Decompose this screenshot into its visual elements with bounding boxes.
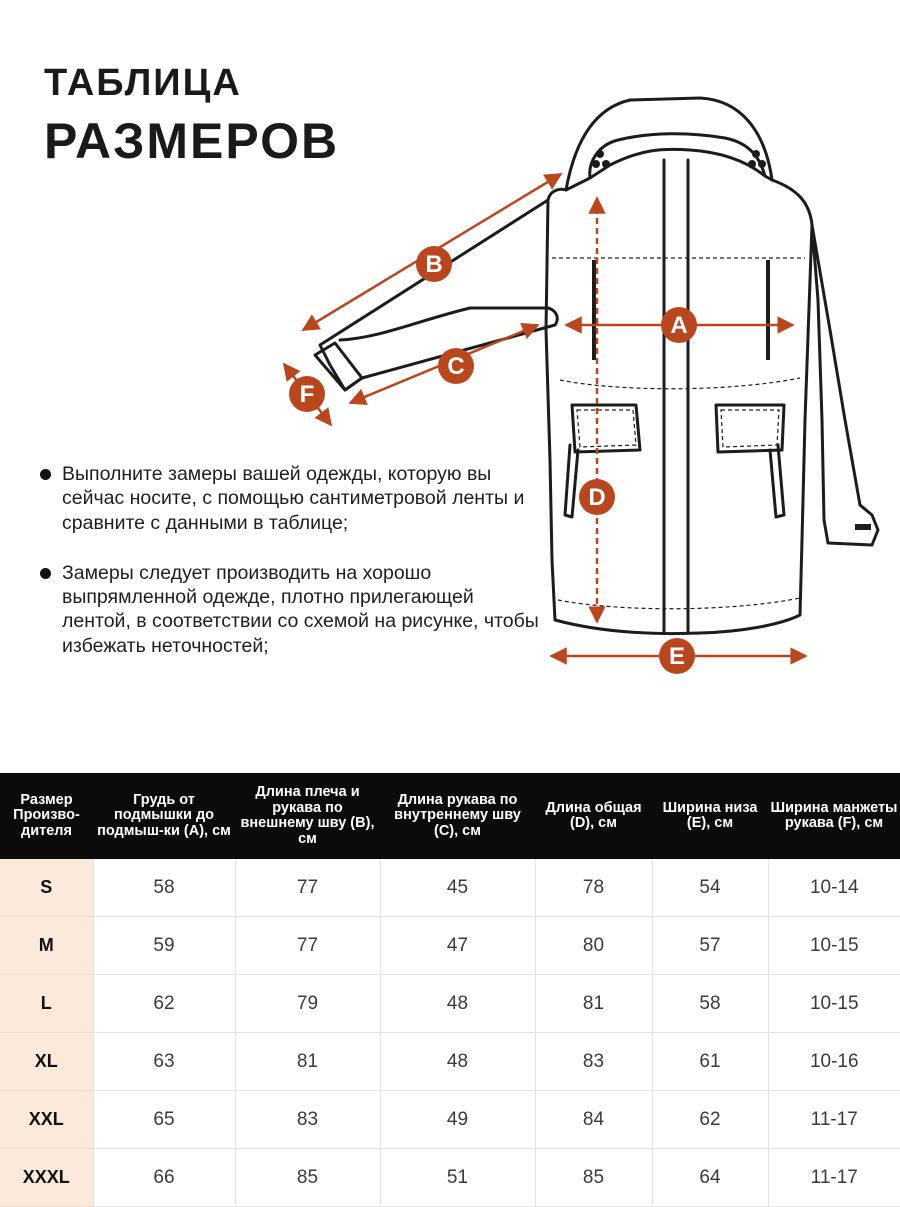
table-cell: 58 xyxy=(93,859,235,917)
size-cell: L xyxy=(0,975,93,1033)
header-total-length: Длина общая (D), см xyxy=(535,773,652,859)
header-shoulder-sleeve-length: Длина плеча и рукава по внешнему шву (B), см xyxy=(235,773,380,859)
table-cell: 78 xyxy=(535,859,652,917)
table-cell: 48 xyxy=(380,975,535,1033)
header-cuff-width: Ширина манжеты рукава (F), см xyxy=(768,773,900,859)
table-cell: 81 xyxy=(235,1033,380,1091)
table-cell: 83 xyxy=(235,1091,380,1149)
table-cell: 61 xyxy=(652,1033,768,1091)
svg-text:E: E xyxy=(668,643,686,670)
table-cell: 54 xyxy=(652,859,768,917)
table-cell: 66 xyxy=(93,1149,235,1207)
marker-a-icon xyxy=(661,307,697,343)
size-cell: S xyxy=(0,859,93,917)
bullet-icon xyxy=(40,568,51,579)
table-cell: 63 xyxy=(93,1033,235,1091)
table-row xyxy=(0,859,900,917)
table-cell: 64 xyxy=(652,1149,768,1207)
table-row xyxy=(0,917,900,975)
table-cell: 49 xyxy=(380,1091,535,1149)
table-cell: 79 xyxy=(235,975,380,1033)
table-cell: 80 xyxy=(535,917,652,975)
svg-text:A: A xyxy=(670,312,688,339)
table-row xyxy=(0,1091,900,1149)
instruction-item xyxy=(40,462,540,535)
instruction-list xyxy=(40,462,540,684)
table-cell: 84 xyxy=(535,1091,652,1149)
table-cell: 10-14 xyxy=(768,859,900,917)
marker-e-icon xyxy=(659,638,695,674)
marker-f-icon xyxy=(289,376,325,412)
zipper-pull-icons xyxy=(592,150,871,530)
table-cell: 85 xyxy=(535,1149,652,1207)
table-cell: 81 xyxy=(535,975,652,1033)
table-header-row xyxy=(0,773,900,859)
table-cell: 65 xyxy=(93,1091,235,1149)
size-cell: XXXL xyxy=(0,1149,93,1207)
svg-text:F: F xyxy=(299,381,315,408)
table-cell: 62 xyxy=(652,1091,768,1149)
table-cell: 11-17 xyxy=(768,1149,900,1207)
table-row xyxy=(0,975,900,1033)
table-row xyxy=(0,1033,900,1091)
svg-text:C: C xyxy=(447,353,465,380)
instruction-text: Выполните замеры вашей одежды, которую вы сейчас носите, с помощью сантиметровой ленты и сравните с данными в таблице; xyxy=(62,463,525,534)
size-cell: XL xyxy=(0,1033,93,1091)
size-table xyxy=(0,773,900,1207)
table-cell: 51 xyxy=(380,1149,535,1207)
table-cell: 77 xyxy=(235,859,380,917)
page-title-line2: РАЗМЕРОВ xyxy=(44,113,340,169)
table-cell: 11-17 xyxy=(768,1091,900,1149)
instruction-item xyxy=(40,561,540,658)
bullet-icon xyxy=(40,469,51,480)
table-cell: 45 xyxy=(380,859,535,917)
header-chest: Грудь от подмышки до подмыш-ки (A), см xyxy=(93,773,235,859)
table-cell: 10-16 xyxy=(768,1033,900,1091)
marker-c-icon xyxy=(438,348,474,384)
table-cell: 10-15 xyxy=(768,975,900,1033)
marker-d-icon xyxy=(579,479,615,515)
table-cell: 77 xyxy=(235,917,380,975)
table-cell: 47 xyxy=(380,917,535,975)
table-cell: 59 xyxy=(93,917,235,975)
size-cell: M xyxy=(0,917,93,975)
table-cell: 85 xyxy=(235,1149,380,1207)
table-row xyxy=(0,1149,900,1207)
svg-text:D: D xyxy=(588,484,606,511)
table-cell: 57 xyxy=(652,917,768,975)
table-cell: 10-15 xyxy=(768,917,900,975)
table-cell: 58 xyxy=(652,975,768,1033)
header-inner-sleeve-length: Длина рукава по внутреннему шву (C), см xyxy=(380,773,535,859)
size-cell: XXL xyxy=(0,1091,93,1149)
marker-b-icon xyxy=(416,246,452,282)
table-cell: 48 xyxy=(380,1033,535,1091)
page-title-line1: ТАБЛИЦА xyxy=(44,62,242,104)
header-size: Размер Произво-дителя xyxy=(0,773,93,859)
instruction-text: Замеры следует производить на хорошо выпрямленной одежде, плотно прилегающей лентой, в соответствии со схемой на рисунке, чтобы избежать неточностей; xyxy=(62,561,539,657)
table-cell: 83 xyxy=(535,1033,652,1091)
svg-text:B: B xyxy=(425,251,443,278)
table-cell: 62 xyxy=(93,975,235,1033)
header-hem-width: Ширина низа (E), см xyxy=(652,773,768,859)
